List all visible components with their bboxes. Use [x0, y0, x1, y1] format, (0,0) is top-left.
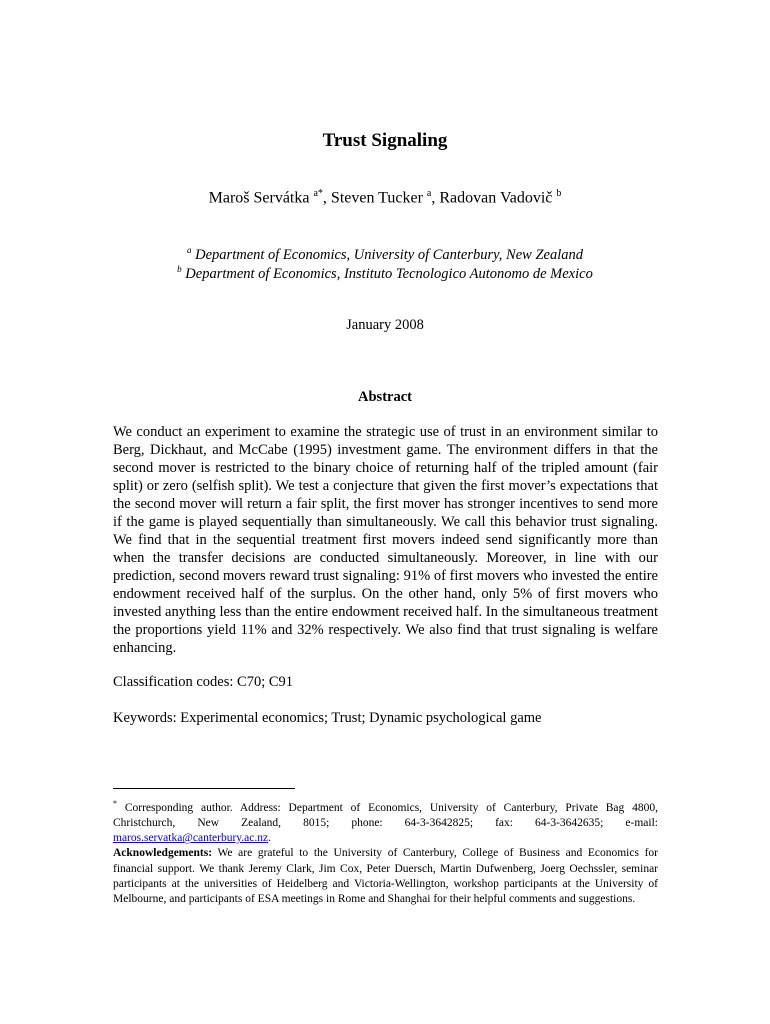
acknowledgements-note: [113, 846, 658, 907]
author-name: Steven Tucker: [330, 189, 423, 207]
author-name: Radovan Vadovič: [439, 189, 553, 207]
corresponding-author-note: * Corresponding author. Address: Department of Economics, University of Canterbury, Private Bag 4800, Christchurch, New Zealand, 8015; phone: 64-3-3642825; fax: 64-3-3642635; e-mail: maros.servatka@canterbury.ac.nz.: [113, 799, 658, 845]
author-line: Maroš Servátka $^{a*}$, Steven Tucker $^a$, Radovan Vadovič $^b$: [208, 188, 562, 207]
footnote-mark: *: [113, 799, 117, 808]
affiliation-b: [0, 264, 770, 283]
acknowledgements-label: Acknowledgements:: [113, 847, 213, 860]
abstract-text: We conduct an experiment to examine the strategic use of trust in an environment similar to Berg, Dickhaut, and McCabe (1995) investment game. The environment differs in that the second mover is restricted to the binary choice of returning half of the tripled amount (fair split) or zero (selfish split). We test a conjecture that given the first mover’s expectations that the second mover will return a fair split, the first mover has stronger incentives to send more if the game is played sequentially than simultaneously. We call this behavior trust signaling. We find that in the sequential treatment first movers indeed send significantly more than when the transfer decisions are conducted simultaneously. Moreover, in line with our prediction, second movers reward trust signaling: 91% of first movers who invested the entire endowment received half of the surplus. On the other hand, only 5% of first movers who invested anything less than the entire endowment received half. In the simultaneous treatment the proportions yield 11% and 32% respectively. We also find that trust signaling is welfare enhancing.: [113, 424, 658, 656]
footnote-divider: [113, 788, 295, 789]
abstract-heading: Abstract: [358, 389, 412, 405]
footnotes: [113, 796, 658, 907]
keywords: Keywords: Experimental economics; Trust; Dynamic psychological game: [113, 710, 542, 726]
affiliation-text: Department of Economics, University of Canterbury, New Zealand: [195, 246, 583, 263]
affiliation-mark: b: [177, 264, 182, 274]
footnote-text: Corresponding author. Address: Department of Economics, University of Canterbury, Private Bag 4800, Christchurch, New Zealand, 8015; phone: 64-3-3642825; fax: 64-3-3642635; e-mail:: [113, 801, 658, 830]
paper-title: Trust Signaling: [322, 130, 448, 151]
classification-codes: Classification codes: C70; C91: [113, 674, 294, 690]
author-mark: a*: [313, 188, 323, 199]
author-mark: b: [556, 188, 562, 199]
acknowledgements-text: We are grateful to the University of Canterbury, College of Business and Economics for financial support. We thank Jeremy Clark, Jim Cox, Peter Duersch, Martin Dufwenberg, Joerg Oechssler, seminar participants at the universities of Heidelberg and Victoria-Wellington, workshop participants at the University of Melbourne, and participants of ESA meetings in Rome and Shanghai for their helpful comments and suggestions.: [113, 847, 658, 906]
affiliation-mark: a: [187, 245, 192, 255]
author-mark: a: [426, 188, 432, 199]
author-name: Maroš Servátka: [208, 189, 310, 207]
email-link[interactable]: maros.servatka@canterbury.ac.nz: [113, 832, 269, 845]
paper-date: January 2008: [346, 317, 424, 333]
affiliation-a: [0, 245, 770, 264]
affiliation-text: Department of Economics, Instituto Tecnologico Autonomo de Mexico: [185, 265, 593, 282]
